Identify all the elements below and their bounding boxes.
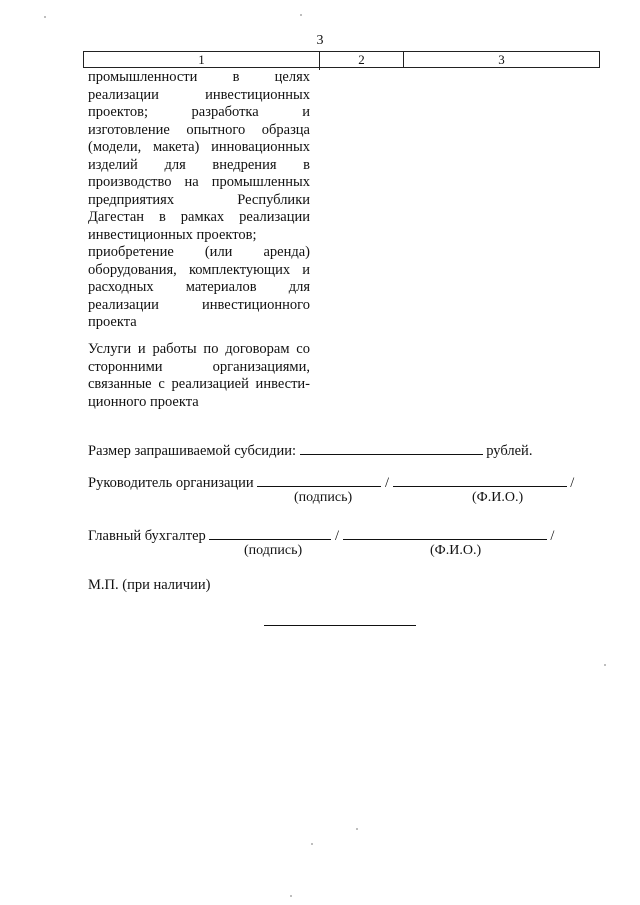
column-divider xyxy=(319,67,320,70)
subsidy-amount-field[interactable] xyxy=(300,440,483,455)
text-line: расходных материалов для xyxy=(88,279,310,295)
signature-caption: (подпись) xyxy=(294,490,353,505)
scan-speck xyxy=(300,14,302,16)
page-number: 3 xyxy=(316,33,324,48)
separator: / xyxy=(570,475,575,491)
accountant-signature-line xyxy=(88,525,554,545)
table-header-col-2: 2 xyxy=(320,52,404,67)
table-header-row xyxy=(83,51,600,68)
table-cell-contract-services xyxy=(88,341,310,411)
text-line: (модели, макета) инновационных xyxy=(88,139,310,155)
text-line: реализации инвестиционных xyxy=(88,86,310,103)
separator: / xyxy=(550,528,555,544)
accountant-label: Главный бухгалтер xyxy=(88,528,206,544)
head-name-field[interactable] xyxy=(393,472,567,487)
scan-speck xyxy=(311,843,313,845)
text-line: изделий для внедрения в xyxy=(88,156,310,173)
accountant-signature-field[interactable] xyxy=(209,525,331,540)
name-caption: (Ф.И.О.) xyxy=(472,490,524,505)
scan-speck xyxy=(290,895,292,897)
scan-speck xyxy=(44,16,46,18)
table-header-col-3: 3 xyxy=(498,52,505,67)
text-line: приобретение (или аренда) xyxy=(88,244,310,260)
separator: / xyxy=(335,528,340,544)
signature-caption: (подпись) xyxy=(244,543,303,558)
text-line: изготовление опытного образца xyxy=(88,121,310,138)
text-line: Услуги и работы по договорам со xyxy=(88,341,310,357)
scan-speck xyxy=(356,828,358,830)
seal-label: М.П. (при наличии) xyxy=(88,577,211,593)
text-line: сторонними организациями, xyxy=(88,358,310,375)
text-line: инвестиционных проектов; xyxy=(88,226,257,243)
text-line: проектов; разработка и xyxy=(88,104,310,120)
text-line: оборудования, комплектующих и xyxy=(88,261,310,278)
table-cell-equipment-costs xyxy=(88,69,310,332)
text-line: связанные с реализацией инвести- xyxy=(88,376,310,392)
text-line: Дагестан в рамках реализации xyxy=(88,209,310,225)
text-line: проекта xyxy=(88,314,137,330)
accountant-name-field[interactable] xyxy=(343,525,547,540)
end-rule xyxy=(264,625,416,626)
text-line: предприятиях Республики xyxy=(88,191,310,208)
head-label: Руководитель организации xyxy=(88,475,254,491)
subsidy-label: Размер запрашиваемой субсидии: xyxy=(88,443,296,459)
text-line: промышленности в целях xyxy=(88,69,310,85)
text-line: производство на промышленных xyxy=(88,174,310,190)
head-signature-field[interactable] xyxy=(257,472,381,487)
text-line: реализации инвестиционного xyxy=(88,296,310,313)
head-signature-line xyxy=(88,472,574,492)
table-header-col-1: 1 xyxy=(84,52,320,67)
name-caption: (Ф.И.О.) xyxy=(430,543,482,558)
subsidy-amount-line xyxy=(88,440,532,460)
separator: / xyxy=(384,475,389,491)
text-line: ционного проекта xyxy=(88,393,199,410)
scan-speck xyxy=(604,664,606,666)
subsidy-unit: рублей. xyxy=(486,443,533,459)
